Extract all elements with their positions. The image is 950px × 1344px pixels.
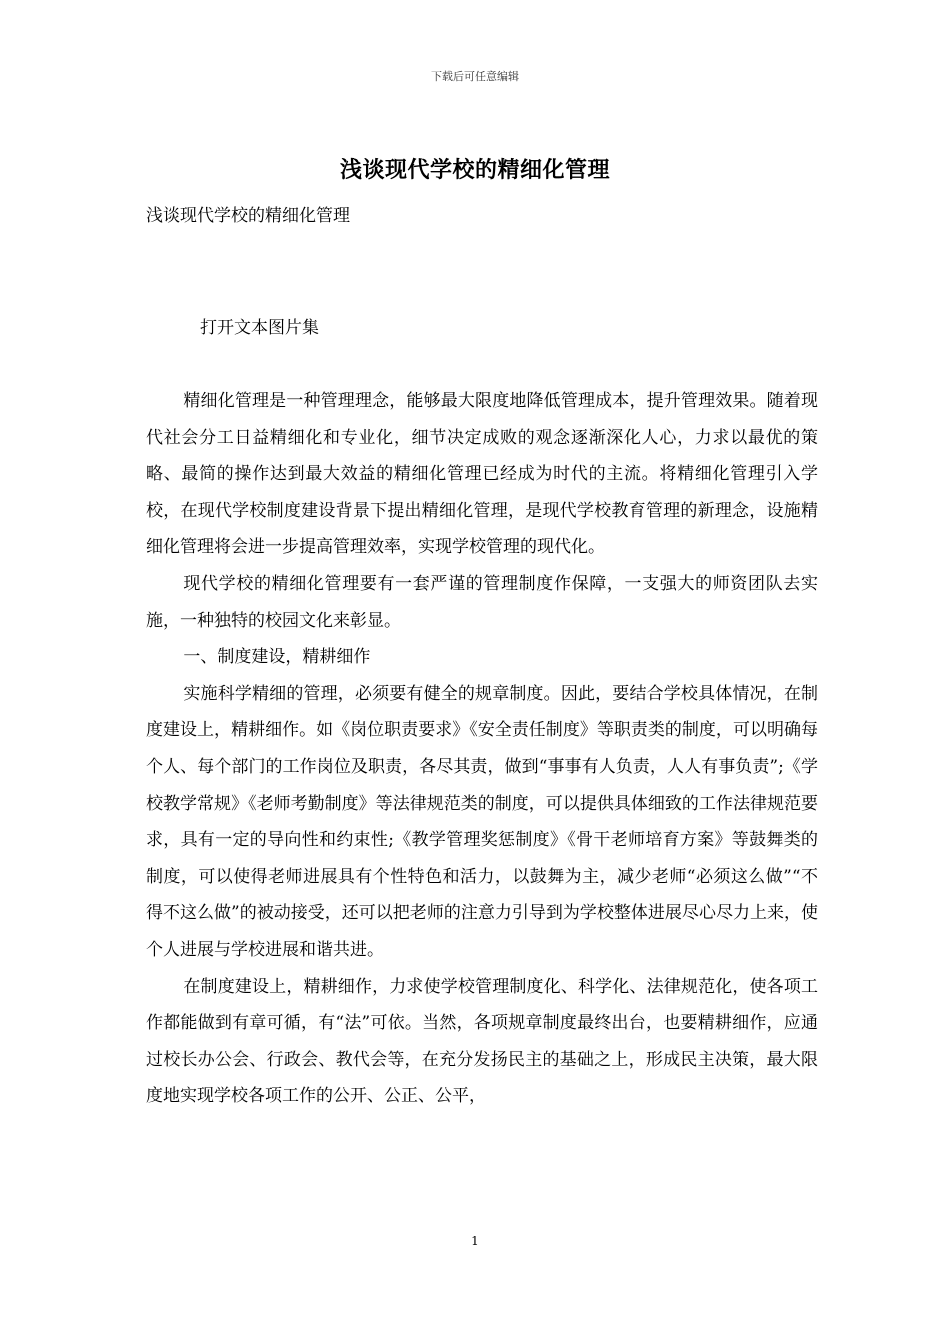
open-image-gallery-link[interactable]: 打开文本图片集 xyxy=(200,318,319,338)
document-body xyxy=(146,383,818,1115)
paragraph: 实施科学精细的管理，必须要有健全的规章制度。因此，要结合学校具体情况，在制度建设上，精耕细作。如《岗位职责要求》《安全责任制度》等职责类的制度，可以明确每个人、每个部门的工作岗位及职责，各尽其责，做到“事事有人负责，人人有事负责”;《学校教学常规》《老师考勤制度》等法律规范类的制度，可以提供具体细致的工作法律规范要求，具有一定的导向性和约束性;《教学管理奖惩制度》《骨干老师培育方案》等鼓舞类的制度，可以使得老师进展具有个性特色和活力，以鼓舞为主，减少老师“必须这么做”“不得不这么做”的被动接受，还可以把老师的注意力引导到为学校整体进展尽心尽力上来，使个人进展与学校进展和谐共进。 xyxy=(146,683,818,960)
document-subtitle: 浅谈现代学校的精细化管理 xyxy=(146,206,350,226)
page-header-note: 下载后可任意编辑 xyxy=(431,70,519,83)
paragraph: 现代学校的精细化管理要有一套严谨的管理制度作保障，一支强大的师资团队去实施，一种独特的校园文化来彰显。 xyxy=(146,573,818,631)
section-heading: 一、制度建设，精耕细作 xyxy=(183,647,371,668)
paragraph: 精细化管理是一种管理理念，能够最大限度地降低管理成本，提升管理效果。随着现代社会分工日益精细化和专业化，细节决定成败的观念逐渐深化人心，力求以最优的策略、最简的操作达到最大效益的精细化管理已经成为时代的主流。将精细化管理引入学校，在现代学校制度建设背景下提出精细化管理，是现代学校教育管理的新理念，设施精细化管理将会进一步提高管理效率，实现学校管理的现代化。 xyxy=(146,391,818,558)
page-number: 1 xyxy=(471,1234,479,1248)
paragraph: 在制度建设上，精耕细作，力求使学校管理制度化、科学化、法律规范化，使各项工作都能做到有章可循，有“法”可依。当然，各项规章制度最终出台，也要精耕细作，应通过校长办公会、行政会、教代会等，在充分发扬民主的基础之上，形成民主决策，最大限度地实现学校各项工作的公开、公正、公平， xyxy=(146,976,818,1107)
document-title: 浅谈现代学校的精细化管理 xyxy=(339,157,610,183)
